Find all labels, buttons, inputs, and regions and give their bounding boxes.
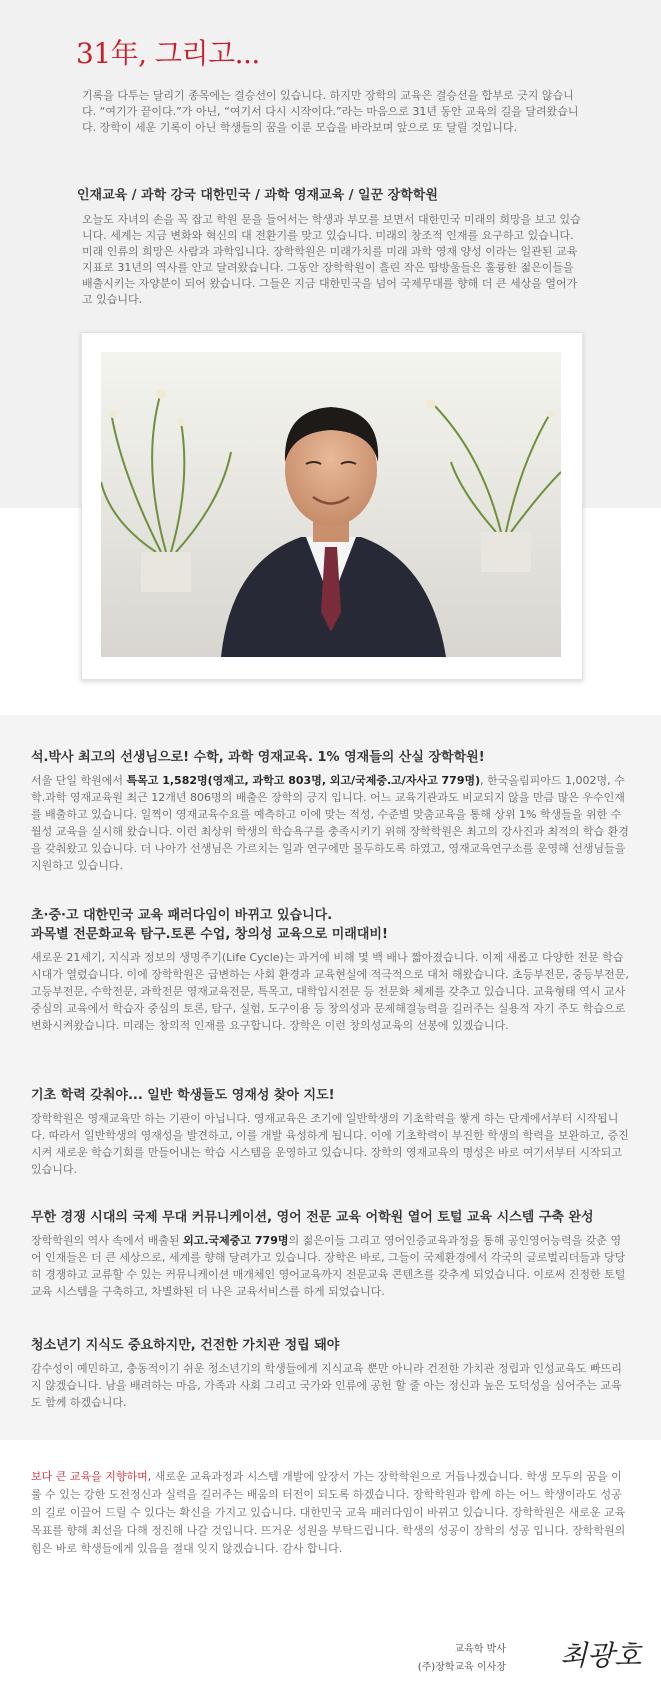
section-heading: 무한 경쟁 시대의 국제 무대 커뮤니케이션, 영어 전문 교육 어학원 열어 토털 교육 시스템 구축 완성 xyxy=(31,1210,594,1225)
section-basic-skills xyxy=(31,1086,631,1178)
section-heading: 기초 학력 갖춰야... 일반 학생들도 영재성 찾아 지도! xyxy=(31,1088,335,1103)
chairman-photo xyxy=(101,352,561,657)
section-heading: 청소년기 지식도 중요하지만, 건전한 가치관 정립 돼야 xyxy=(31,1338,340,1353)
intro-paragraph: 기록을 다투는 달리기 종목에는 결승선이 있습니다. 하지만 장학의 교육은 결승선을 합부로 긋지 않습니다. “여기가 끝이다.”가 아닌, “여기서 다시 시작이다.”라는 마음으로 31년 동안 교육의 길을 달려왔습니다. 장학이 세운 기록이 아닌 학생들의 꿈을 이룬 모습을 바라보며 앞으로 또 달릴 것입니다. xyxy=(82,89,579,134)
signature-name: 최광호 xyxy=(560,1639,642,1672)
intro-subheading: 인재교육 / 과학 강국 대한민국 / 과학 영재교육 / 일꾼 장학학원 xyxy=(77,188,438,203)
section-english-education xyxy=(31,1208,631,1300)
intro-description: 오늘도 자녀의 손을 꼭 잡고 학원 문을 들어서는 학생과 부모를 보면서 대한민국 미래의 희망을 보고 있습니다. 세계는 지금 변화와 혁신의 대 전환기를 맞고 있습니다. 미래의 창조적 인재를 요구하고 있습니다. 미래 인류의 희망은 사람과 과학입니다. 장학학원은 미래가치를 미래 과학 영재 양성 이라는 일관된 교육지표로 31년의 역사를 안고 달려왔습니다. 그동안 장학학원이 흘린 작은 땀방울들은 훌륭한 젊은이들을 배출시키는 자양분이 되어 왔습니다. 그들은 지금 대한민국을 넘어 국제무대를 향해 더 큰 세상을 열어가고 있습니다. xyxy=(82,213,581,306)
signature-org: (주)장학교육 이사장 xyxy=(417,1662,506,1673)
chairman-photo-frame xyxy=(81,332,583,680)
section-paradigm-shift xyxy=(31,906,631,1034)
section-body: 서울 단일 학원에서 특목고 1,582명(영재고, 과학고 803명, 외고/국제중.고/자사고 779명), 한국올림피아드 1,002명, 수학.과학 영재교육원 최근 12개년 806명의 배출은 장학의 긍지 입니다. 어느 교육기관과도 비교되지 않을 만큼 많은 우수인재를 배출하고 있습니다. 일찍이 영재교육수요를 예측하고 이에 맞는 적성, 수준별 맞춤교육을 통해 상위 1% 학생들을 위한 수월성 교육을 실시해 왔습니다. 이런 최상위 학생의 학습욕구를 충족시키기 위해 장학학원은 최고의 강사진과 최적의 학습 환경을 갖춰왔고 있습니다. 더 나아가 선생님은 가르치는 일과 연구에만 몰두하도록 하였고, 영재교육연구소를 운영해 선생님들을 지원하고 있습니다. xyxy=(31,774,629,872)
section-heading: 초·중·고 대한민국 교육 패러다임이 바뀌고 있습니다. 과목별 전문화교육 탐구.토론 수업, 창의성 교육으로 미래대비! xyxy=(31,908,388,942)
closing-paragraph: 보다 큰 교육을 지향하며, 새로운 교육과정과 시스템 개발에 앞장서 가는 장학학원으로 거듭나겠습니다. 학생 모두의 꿈을 이룰 수 있는 강한 도전정신과 실력을 길러주는 배움의 터전이 되도록 하겠습니다. 장학학원과 함께 하는 어느 학생이라도 성공의 길로 이끌어 드릴 수 있다는 확신을 가지고 있습니다. 대한민국 교육 패러다임이 바뀌고 있습니다. 장학학원은 새로운 교육목표를 향해 최선을 다해 정진해 나갈 것입니다. 뜨거운 성원을 부탁드립니다. 학생의 성공이 장학의 성공 입니다. 장학학원의 힘은 바로 학생들에게 있음을 절대 잊지 않겠습니다. 감사 합니다. xyxy=(31,1470,626,1555)
section-body: 새로운 21세기, 지식과 정보의 생명주기(Life Cycle)는 과거에 비해 몇 백 배나 짧아졌습니다. 이제 새롭고 다양한 전문 학습시대가 열렸습니다. 이에 장학학원은 급변하는 사회 환경과 교육현실에 적극적으로 대처 해왔습니다. 초등부전문, 중등부전문, 고등부전문, 수학전문, 과학전문 영재교육전문, 특목고, 대학입시전문 등 전문화 체제를 갖추고 있습니다. 교육형태 역시 교사중심의 교육에서 학습자 중심의 토론, 탐구, 실험, 도구이용 등 창의성과 문제해결능력을 길러주는 실용적 자기 주도 학습으로 변화시켜왔습니다. 미래는 창의적 인재를 요구합니다. 장학은 이런 창의성교육의 선봉에 있겠습니다. xyxy=(31,951,629,1032)
section-body: 장학학원은 영재교육만 하는 기관이 아닙니다. 영재교육은 조기에 일반학생의 기초학력을 쌓게 하는 단계에서부터 시작됩니다. 따라서 일반학생의 영재성을 발견하고, 이를 개발 육성하게 됩니다. 이에 기초학력이 부진한 학생의 학력을 보완하고, 증진시켜 새로운 학습기회를 만들어내는 학습 시스템을 운영하고 있습니다. 장학의 영재교육의 명성은 바로 여기서부터 시작되고 있습니다. xyxy=(31,1112,629,1176)
section-values xyxy=(31,1336,631,1411)
section-body: 장학학원의 역사 속에서 배출된 외고.국제중고 779명의 젊은이들 그리고 영어인증교육과정을 통해 공인영어능력을 갖춘 영어 인재들은 더 큰 세상으로, 세계를 향해 달려가고 있습니다. 장학은 바로, 그들이 국제환경에서 각국의 글로벌리더들과 당당히 경쟁하고 교류할 수 있는 커뮤니케이션 매개체인 영어교육까지 전문교육 콘텐츠를 갖추게 되었습니다. 이로써 진정한 토털교육 시스템을 구축하고, 차별화된 더 나은 교육서비스를 하게 되었습니다. xyxy=(31,1234,626,1298)
page-title: 31年, 그리고... xyxy=(76,37,260,70)
signature-title: 교육학 박사 xyxy=(454,1644,506,1655)
section-gifted-education xyxy=(31,748,631,874)
section-body: 감수성이 예민하고, 충동적이기 쉬운 청소년기의 학생들에게 지식교육 뿐만 아니라 건전한 가치관 정립과 인성교육도 빠뜨리지 않겠습니다. 남을 배려하는 마음, 가족과 사회 그리고 국가와 인류에 공헌 할 줄 아는 정신과 높은 도덕성을 심어주는 교육도 함께 하겠습니다. xyxy=(31,1362,622,1409)
section-heading: 석.박사 최고의 선생님으로! 수학, 과학 영재교육. 1% 영재들의 산실 장학학원! xyxy=(31,750,485,765)
